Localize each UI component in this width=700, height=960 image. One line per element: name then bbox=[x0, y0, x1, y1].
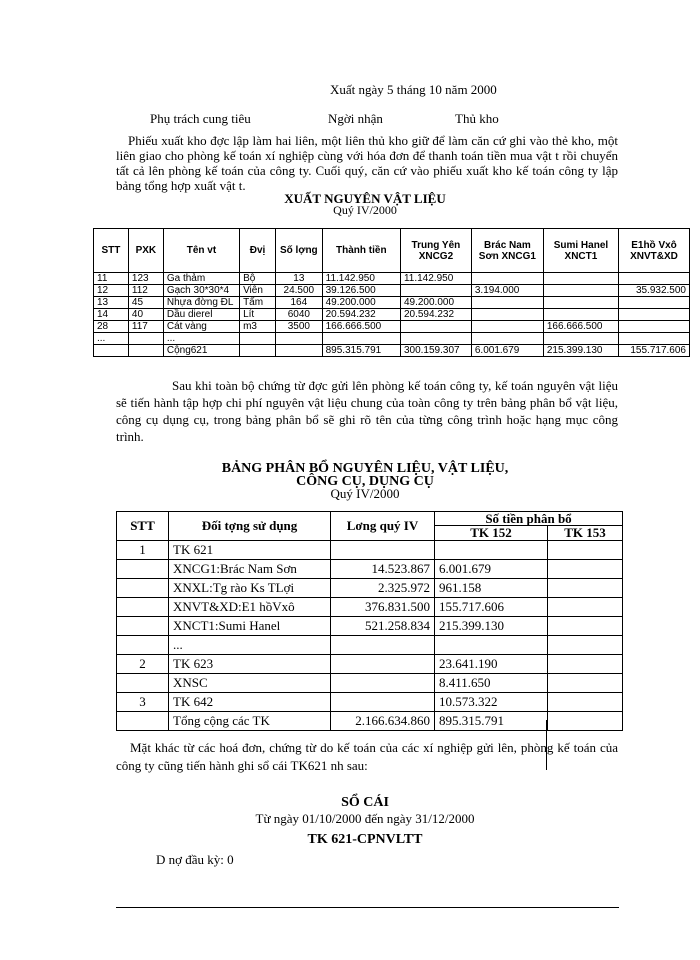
table1-cell: 117 bbox=[128, 321, 163, 333]
signer-storekeeper: Thủ kho bbox=[455, 111, 499, 126]
col-header-allocated: Số tiền phân bổ bbox=[435, 512, 623, 526]
table1-cell: Cộng621 bbox=[163, 345, 239, 357]
ledger-account: TK 621-CPNVLTT bbox=[307, 832, 423, 847]
table2-cell: 376.831.500 bbox=[331, 598, 435, 617]
table1-cell: 49.200.000 bbox=[400, 297, 471, 309]
table1-row bbox=[94, 309, 690, 321]
table1-cell: 3500 bbox=[276, 321, 323, 333]
table1-cell bbox=[400, 285, 471, 297]
table1-title: XUẤT NGUYÊN VẬT LIỆU bbox=[284, 191, 446, 206]
table2-row bbox=[117, 579, 623, 598]
table2-cell: ... bbox=[169, 636, 331, 655]
table2-cell: 215.399.130 bbox=[435, 617, 548, 636]
table1-cell bbox=[619, 333, 690, 345]
table1-cell bbox=[543, 333, 618, 345]
col-header: Số lợng bbox=[276, 229, 323, 273]
table1-cell bbox=[619, 273, 690, 285]
table2-cell: 6.001.679 bbox=[435, 560, 548, 579]
table1-cell bbox=[543, 297, 618, 309]
table2-cell bbox=[117, 674, 169, 693]
table1-cell: 11.142.950 bbox=[322, 273, 400, 285]
table2-cell: TK 642 bbox=[169, 693, 331, 712]
table1-cell: ... bbox=[163, 333, 239, 345]
table1-cell: 40 bbox=[128, 309, 163, 321]
table1-row bbox=[94, 285, 690, 297]
col-header-tk152: TK 152 bbox=[435, 526, 548, 541]
table2-cell bbox=[548, 636, 623, 655]
materials-issue-table bbox=[93, 228, 690, 357]
table2-cell: TK 623 bbox=[169, 655, 331, 674]
issue-date: Xuất ngày 5 tháng 10 năm 2000 bbox=[330, 82, 497, 97]
table1-cell: 13 bbox=[94, 297, 129, 309]
table2-cell: Tổng cộng các TK bbox=[169, 712, 331, 731]
paragraph-allocation: Sau khi toàn bộ chứng từ đợc gửi lên phòng kế toán công ty, kế toán nguyên vật liệu sẽ tiến hành tập hợp chi phí nguyên vật liệu chung của toàn công ty trên bảng phân bổ vật liệu, công cụ dụng cụ, trong bảng phân bổ sẽ ghi rõ tên của từng công trình hoặc hạng mục công trình. bbox=[116, 378, 618, 444]
table2-cell bbox=[435, 541, 548, 560]
table2-cell bbox=[117, 579, 169, 598]
table1-cell: Lít bbox=[240, 309, 276, 321]
table1-cell: 166.666.500 bbox=[543, 321, 618, 333]
table1-cell bbox=[619, 309, 690, 321]
signer-receiver: Ngời nhận bbox=[328, 111, 383, 126]
table2-row bbox=[117, 655, 623, 674]
table2-cell: 14.523.867 bbox=[331, 560, 435, 579]
table2-cell: 155.717.606 bbox=[435, 598, 548, 617]
table1-cell: m3 bbox=[240, 321, 276, 333]
table2-cell: XNSC bbox=[169, 674, 331, 693]
table2-row bbox=[117, 693, 623, 712]
table2-row bbox=[117, 541, 623, 560]
table2-cell bbox=[548, 579, 623, 598]
table2-cell: 23.641.190 bbox=[435, 655, 548, 674]
table1-cell: Bộ bbox=[240, 273, 276, 285]
table1-cell bbox=[322, 333, 400, 345]
table2-cell: 10.573.322 bbox=[435, 693, 548, 712]
table2-cell bbox=[548, 617, 623, 636]
table2-cell bbox=[548, 598, 623, 617]
table2-cell bbox=[331, 693, 435, 712]
col-header: Sumi Hanel XNCT1 bbox=[543, 229, 618, 273]
table2-cell: 8.411.650 bbox=[435, 674, 548, 693]
table1-cell: Gạch 30*30*4 bbox=[163, 285, 239, 297]
table1-cell bbox=[276, 333, 323, 345]
col-header-stt: STT bbox=[117, 512, 169, 541]
table1-row bbox=[94, 321, 690, 333]
table2-cell: XNVT&XD:E1 hồVxô bbox=[169, 598, 331, 617]
col-header: Thành tiền bbox=[322, 229, 400, 273]
table1-row bbox=[94, 273, 690, 285]
table1-cell bbox=[543, 273, 618, 285]
table1-cell: 12 bbox=[94, 285, 129, 297]
table2-cell bbox=[117, 636, 169, 655]
table2-cell bbox=[548, 655, 623, 674]
table1-cell: Dầu dierel bbox=[163, 309, 239, 321]
table1-cell: 35.932.500 bbox=[619, 285, 690, 297]
table1-cell: 24.500 bbox=[276, 285, 323, 297]
table2-cell: XNXL:Tg rào Ks TLợi bbox=[169, 579, 331, 598]
table1-cell: Nhựa đờng ĐL bbox=[163, 297, 239, 309]
bottom-rule bbox=[116, 907, 619, 908]
table1-cell bbox=[471, 309, 543, 321]
table1-subtitle: Quý IV/2000 bbox=[333, 203, 397, 217]
table1-cell bbox=[128, 345, 163, 357]
table1-cell: 11.142.950 bbox=[400, 273, 471, 285]
table1-cell bbox=[400, 321, 471, 333]
table2-cell: XNCT1:Sumi Hanel bbox=[169, 617, 331, 636]
table1-cell bbox=[400, 333, 471, 345]
ledger-title: SỔ CÁI bbox=[341, 795, 389, 810]
table1-cell bbox=[94, 345, 129, 357]
table2-cell bbox=[548, 674, 623, 693]
table1-cell: 20.594.232 bbox=[400, 309, 471, 321]
paragraph-ledger-intro: Mặt khác từ các hoá đơn, chứng từ do kế toán của các xí nghiệp gửi lên, phòng kế toán của công ty cũng tiến hành ghi sổ cái TK621 nh sau: bbox=[116, 740, 618, 773]
table2-cell bbox=[548, 541, 623, 560]
table1-header-row bbox=[94, 229, 690, 273]
table1-cell: 11 bbox=[94, 273, 129, 285]
table2-cell: 895.315.791 bbox=[435, 712, 548, 731]
table1-cell: 164 bbox=[276, 297, 323, 309]
table1-cell bbox=[128, 333, 163, 345]
signer-purchasing: Phụ trách cung tiêu bbox=[150, 111, 251, 126]
table1-total-row bbox=[94, 345, 690, 357]
table2-cell bbox=[548, 712, 623, 731]
table1-cell: ... bbox=[94, 333, 129, 345]
table1-cell: 28 bbox=[94, 321, 129, 333]
table1-cell: 45 bbox=[128, 297, 163, 309]
table1-cell: 155.717.606 bbox=[619, 345, 690, 357]
table1-cell bbox=[619, 321, 690, 333]
table1-cell bbox=[276, 345, 323, 357]
table2-row bbox=[117, 598, 623, 617]
table1-cell bbox=[543, 309, 618, 321]
table1-cell bbox=[240, 333, 276, 345]
table1-cell bbox=[619, 297, 690, 309]
table2-cell bbox=[117, 598, 169, 617]
col-header: Brác Nam Sơn XNCG1 bbox=[471, 229, 543, 273]
table2-cell: 1 bbox=[117, 541, 169, 560]
table2-cell bbox=[117, 560, 169, 579]
table2-cell bbox=[331, 541, 435, 560]
table2-cell: 2.166.634.860 bbox=[331, 712, 435, 731]
table1-row bbox=[94, 333, 690, 345]
table1-cell: 6.001.679 bbox=[471, 345, 543, 357]
table1-row bbox=[94, 297, 690, 309]
table2-cell bbox=[548, 560, 623, 579]
table2-cell: 3 bbox=[117, 693, 169, 712]
table1-cell: 123 bbox=[128, 273, 163, 285]
table2-subtitle: Quý IV/2000 bbox=[330, 486, 400, 501]
table1-cell: Tấm bbox=[240, 297, 276, 309]
table2-cell bbox=[331, 636, 435, 655]
col-header-tk153: TK 153 bbox=[548, 526, 623, 541]
col-header: PXK bbox=[128, 229, 163, 273]
table1-cell: 49.200.000 bbox=[322, 297, 400, 309]
table2-cell bbox=[548, 693, 623, 712]
table2-cell: 521.258.834 bbox=[331, 617, 435, 636]
table1-cell: 39.126.500 bbox=[322, 285, 400, 297]
table2-cell bbox=[435, 636, 548, 655]
table2-row bbox=[117, 636, 623, 655]
col-header: Trung Yên XNCG2 bbox=[400, 229, 471, 273]
table1-cell: Viên bbox=[240, 285, 276, 297]
table1-cell bbox=[471, 333, 543, 345]
table1-cell bbox=[240, 345, 276, 357]
ledger-date-range: Từ ngày 01/10/2000 đến ngày 31/12/2000 bbox=[255, 811, 475, 826]
table2-cell: 961.158 bbox=[435, 579, 548, 598]
table2-cell: TK 621 bbox=[169, 541, 331, 560]
col-header-amount: Lơng quý IV bbox=[331, 512, 435, 541]
table1-cell bbox=[471, 297, 543, 309]
table1-cell: 215.399.130 bbox=[543, 345, 618, 357]
col-header-object: Đối tợng sử dụng bbox=[169, 512, 331, 541]
col-header: STT bbox=[94, 229, 129, 273]
table1-cell: 112 bbox=[128, 285, 163, 297]
table1-cell: 20.594.232 bbox=[322, 309, 400, 321]
table1-cell bbox=[471, 321, 543, 333]
table2-row bbox=[117, 560, 623, 579]
table2-cell: 2.325.972 bbox=[331, 579, 435, 598]
table1-cell: Cát vàng bbox=[163, 321, 239, 333]
table2-cell bbox=[331, 655, 435, 674]
table2-row bbox=[117, 617, 623, 636]
col-header: E1hồ Vxô XNVT&XD bbox=[619, 229, 690, 273]
table2-title-line2: CÔNG CỤ, DỤNG CỤ bbox=[296, 474, 434, 489]
table2-cell bbox=[117, 617, 169, 636]
table1-cell: 895.315.791 bbox=[322, 345, 400, 357]
table1-cell: 13 bbox=[276, 273, 323, 285]
col-header: Đvị bbox=[240, 229, 276, 273]
table2-cell: 2 bbox=[117, 655, 169, 674]
table1-cell: 6040 bbox=[276, 309, 323, 321]
table2-row bbox=[117, 674, 623, 693]
ledger-opening-balance: D nợ đầu kỳ: 0 bbox=[156, 852, 234, 867]
table2-cell bbox=[117, 712, 169, 731]
table1-cell: 3.194.000 bbox=[471, 285, 543, 297]
paragraph-intro: Phiếu xuất kho đợc lập làm hai liên, một liên thủ kho giữ để làm căn cứ ghi vào thẻ kho, một liên giao cho phòng kế toán xí nghiệp cùng với hóa đơn để thanh toán tiền mua vật t rồi chuyển tất cả lên phòng kế toán của công ty. Cuối quý, căn cứ vào phiếu xuất kho kế toán công ty lập bảng tổng hợp xuất vật t. bbox=[116, 133, 618, 193]
allocation-table bbox=[116, 511, 623, 731]
table1-cell bbox=[543, 285, 618, 297]
col-header: Tên vt bbox=[163, 229, 239, 273]
table2-title-line1: BẢNG PHÂN BỔ NGUYÊN LIỆU, VẬT LIỆU, bbox=[221, 461, 509, 476]
table2-cell bbox=[331, 674, 435, 693]
table1-cell: 166.666.500 bbox=[322, 321, 400, 333]
table1-cell: 300.159.307 bbox=[400, 345, 471, 357]
table1-cell: 14 bbox=[94, 309, 129, 321]
table1-cell: Ga thảm bbox=[163, 273, 239, 285]
table2-cell: XNCG1:Brác Nam Sơn bbox=[169, 560, 331, 579]
table1-cell bbox=[471, 273, 543, 285]
